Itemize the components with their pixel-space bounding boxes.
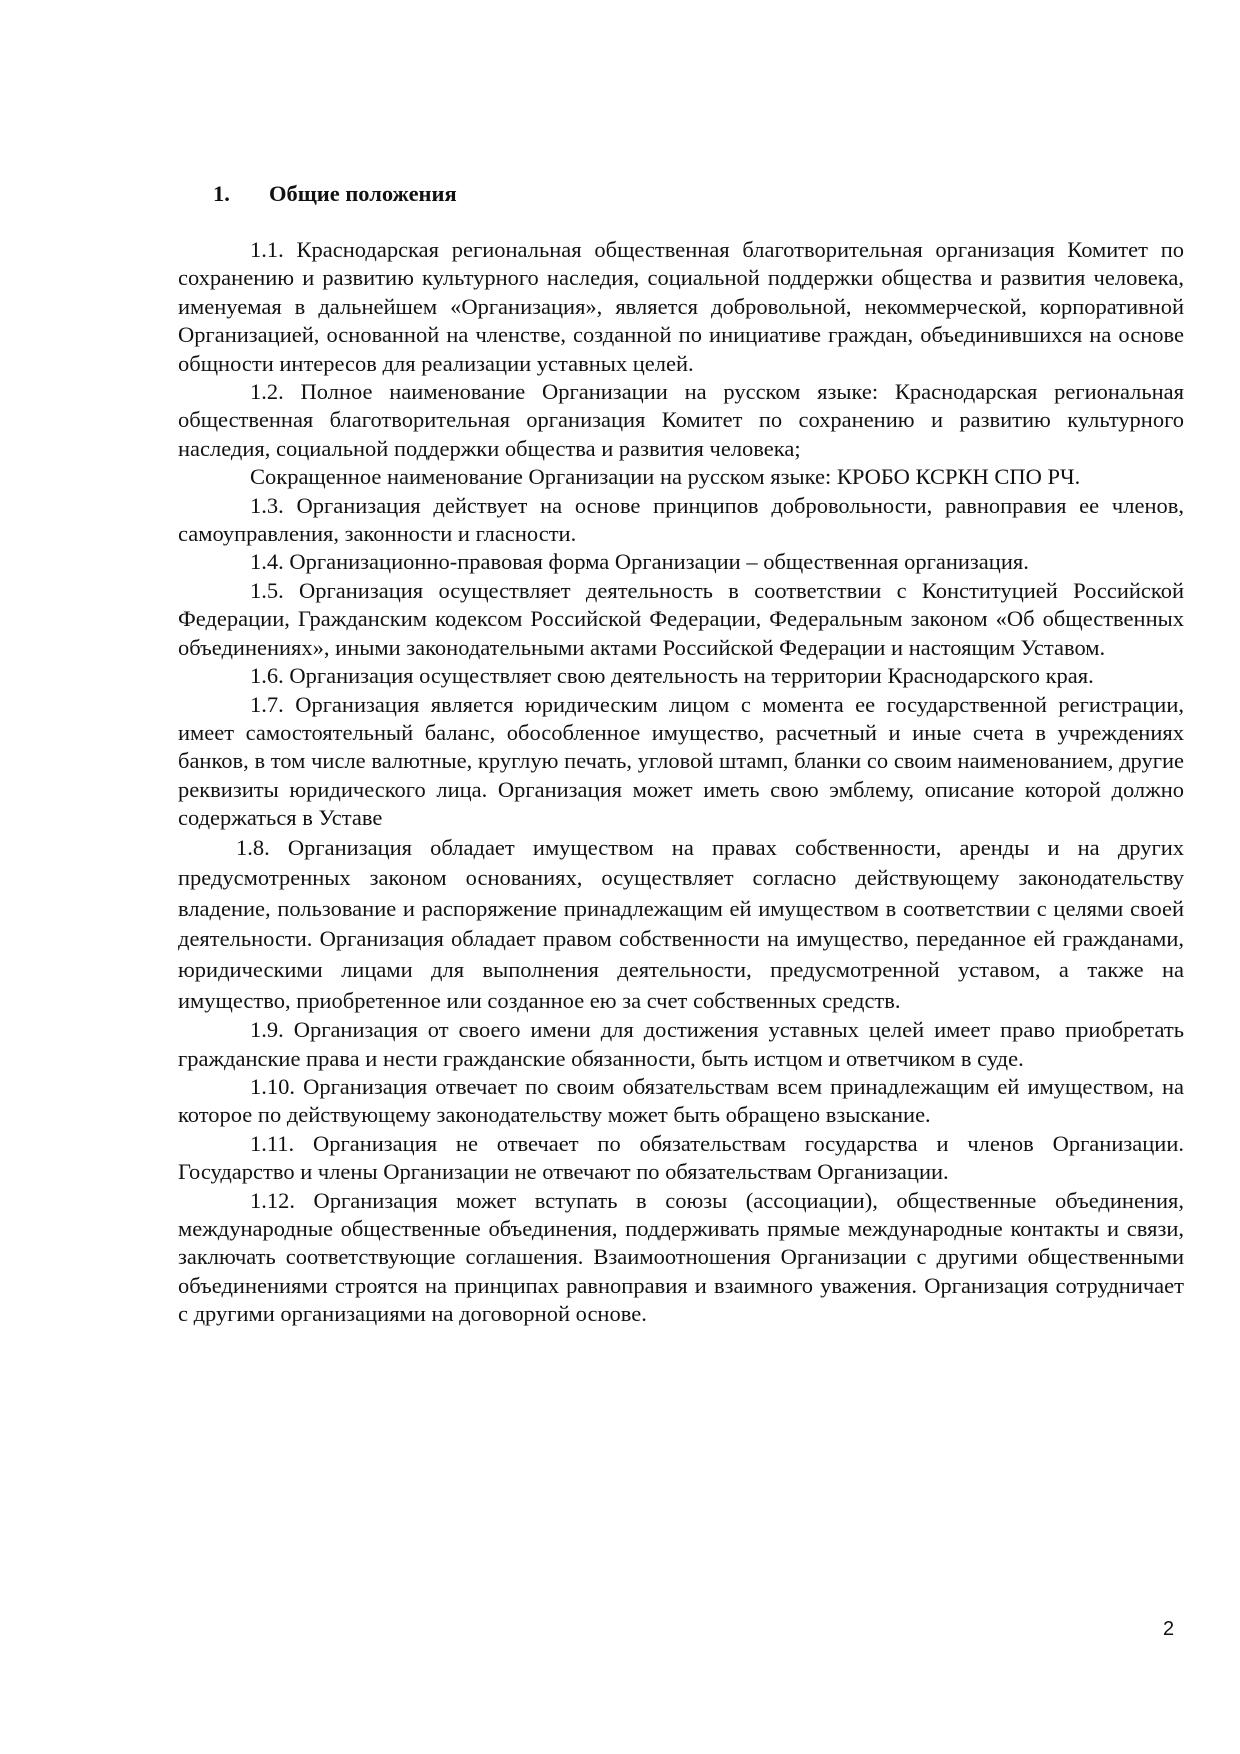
section-heading <box>213 180 457 208</box>
section-title: Общие положения <box>269 181 457 206</box>
paragraph-1-3: 1.3. Организация действует на основе принципов добровольности, равноправия ее членов, самоуправления, законности и гласности. <box>178 492 1184 547</box>
paragraph-1-10: 1.10. Организация отвечает по своим обязательствам всем принадлежащим ей имуществом, на которое по действующему законодательству может быть обращено взыскание. <box>178 1073 1184 1128</box>
paragraph-1-1: 1.1. Краснодарская региональная общественная благотворительная организация Комитет по сохранению и развитию культурного наследия, социальной поддержки общества и развития человека, именуемая в дальнейшем «Организация», является добровольной, некоммерческой, корпоративной Организацией, основанной на членстве, созданной по инициативе граждан, объединившихся на основе общности интересов для реализации уставных целей. <box>178 237 1184 376</box>
paragraph-1-5: 1.5. Организация осуществляет деятельность в соответствии с Конституцией Российской Федерации, Гражданским кодексом Российской Федерации, Федеральным законом «Об общественных объединениях», иными законодательными актами Российской Федерации и настоящим Уставом. <box>178 577 1184 660</box>
paragraph-1-11: 1.11. Организация не отвечает по обязательствам государства и членов Организации. Государство и члены Организации не отвечают по обязательствам Организации. <box>178 1130 1184 1185</box>
paragraph-1-2: 1.2. Полное наименование Организации на русском языке: Краснодарская региональная общественная благотворительная организация Комитет по сохранению и развитию культурного наследия, социальной поддержки общества и развития человека; <box>178 379 1184 461</box>
document-body <box>178 236 1184 1329</box>
paragraph-1-2-short-name: Сокращенное наименование Организации на русском языке: КРОБО КСРКН СПО РЧ. <box>250 464 1081 490</box>
paragraph-1-4: 1.4. Организационно-правовая форма Организации – общественная организация. <box>250 549 1029 575</box>
paragraph-1-6: 1.6. Организация осуществляет свою деятельность на территории Краснодарского края. <box>250 663 1094 689</box>
paragraph-1-9: 1.9. Организация от своего имени для достижения уставных целей имеет право приобретать гражданские права и нести гражданские обязанности, быть истцом и ответчиком в суде. <box>178 1017 1184 1071</box>
paragraph-1-12: 1.12. Организация может вступать в союзы (ассоциации), общественные объединения, международные общественные объединения, поддерживать прямые международные контакты и связи, заключать соответствующие соглашения. Взаимоотношения Организации с другими общественными объединениями строятся на принципах равноправия и взаимного уважения. Организация сотрудничает с другими организациями на договорной основе. <box>178 1187 1184 1327</box>
paragraph-1-7: 1.7. Организация является юридическим лицом с момента ее государственной регистрации, имеет самостоятельный баланс, обособленное имущество, расчетный и иные счета в учреждениях банков, в том числе валютные, круглую печать, угловой штамп, бланки со своим наименованием, другие реквизиты юридического лица. Организация может иметь свою эмблему, описание которой должно содержаться в Уставе <box>178 691 1184 831</box>
page-number: 2 <box>1163 1618 1175 1640</box>
section-number: 1. <box>213 181 230 206</box>
paragraph-1-8: 1.8. Организация обладает имуществом на правах собственности, аренды и на других предусмотренных законом основаниях, осуществляет согласно действующему законодательству владение, пользование и распоряжение принадлежащим ей имуществом в соответствии с целями своей деятельности. Организация обладает правом собственности на имущество, переданное ей гражданами, юридическими лицами для выполнения деятельности, предусмотренной уставом, а также на имущество, приобретенное или созданное ею за счет собственных средств. <box>178 834 1184 1013</box>
